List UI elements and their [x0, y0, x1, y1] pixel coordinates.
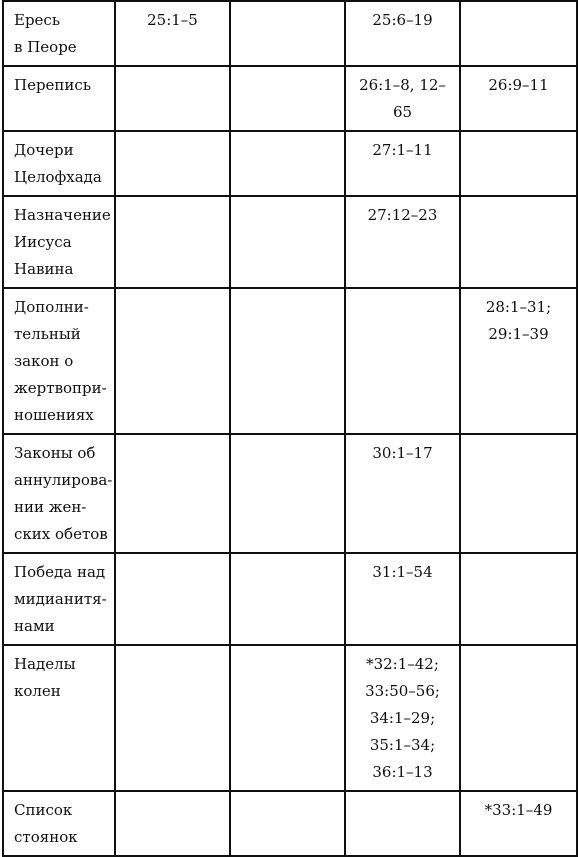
ref-cell [230, 1, 345, 66]
ref-value [231, 435, 344, 444]
ref-value [461, 554, 576, 563]
ref-value [116, 67, 229, 76]
ref-cell [460, 131, 577, 196]
ref-value: 27:12–23 [367, 206, 438, 224]
topic-label: Перепись [14, 76, 91, 94]
ref-cell [115, 288, 230, 434]
ref-cell [345, 1, 460, 66]
table-row [3, 66, 577, 131]
ref-value: 28:1–31; 29:1–39 [485, 298, 552, 343]
ref-cell [460, 645, 577, 791]
ref-cell [460, 288, 577, 434]
ref-value [116, 132, 229, 141]
ref-cell [115, 645, 230, 791]
ref-cell [115, 791, 230, 856]
ref-cell [345, 791, 460, 856]
topic-label: Наделы колен [14, 655, 76, 700]
topic-cell [3, 791, 115, 856]
ref-cell [230, 553, 345, 645]
ref-cell [115, 553, 230, 645]
ref-value [461, 132, 576, 141]
table-row [3, 791, 577, 856]
topic-label: Ересь в Пеоре [14, 11, 77, 56]
ref-cell [460, 196, 577, 288]
ref-value [116, 792, 229, 801]
ref-value [231, 289, 344, 298]
table-row [3, 434, 577, 553]
topic-label: Законы об аннулирова- нии жен- ских обетов [14, 444, 113, 543]
ref-value [116, 197, 229, 206]
ref-value: 26:1–8, 12–65 [359, 76, 446, 121]
ref-value [461, 197, 576, 206]
topic-label: Дополни- тельный закон о жертвопри- ношениях [14, 298, 107, 424]
reference-table [2, 0, 578, 857]
ref-cell [230, 791, 345, 856]
ref-cell [230, 131, 345, 196]
ref-cell [115, 66, 230, 131]
topic-cell [3, 645, 115, 791]
ref-value: 30:1–17 [372, 444, 433, 462]
ref-cell [230, 645, 345, 791]
ref-value [231, 792, 344, 801]
table-row [3, 645, 577, 791]
ref-cell [115, 1, 230, 66]
topic-cell [3, 434, 115, 553]
ref-cell [345, 645, 460, 791]
topic-cell [3, 1, 115, 66]
ref-value [231, 2, 344, 11]
ref-value: *33:1–49 [484, 801, 553, 819]
ref-cell [345, 196, 460, 288]
topic-label: Победа над мидианитя- нами [14, 563, 107, 635]
ref-value: *32:1–42; 33:50–56; 34:1–29; 35:1–34; 36:1–13 [365, 655, 440, 781]
ref-value [231, 132, 344, 141]
ref-value [231, 554, 344, 563]
topic-cell [3, 196, 115, 288]
table-row [3, 196, 577, 288]
ref-value [231, 197, 344, 206]
ref-cell [345, 434, 460, 553]
ref-cell [460, 553, 577, 645]
topic-label: Назначение Иисуса Навина [14, 206, 111, 278]
ref-value [231, 67, 344, 76]
ref-cell [345, 288, 460, 434]
ref-cell [345, 131, 460, 196]
table-row [3, 288, 577, 434]
topic-label: Список стоянок [14, 801, 78, 846]
topic-cell [3, 288, 115, 434]
ref-cell [230, 288, 345, 434]
ref-cell [115, 131, 230, 196]
ref-value [116, 554, 229, 563]
ref-value [461, 646, 576, 655]
table-row [3, 131, 577, 196]
ref-cell [345, 553, 460, 645]
topic-cell [3, 131, 115, 196]
ref-value [116, 435, 229, 444]
ref-cell [460, 434, 577, 553]
ref-cell [345, 66, 460, 131]
ref-value: 31:1–54 [372, 563, 433, 581]
ref-value [116, 289, 229, 298]
ref-cell [115, 434, 230, 553]
topic-cell [3, 553, 115, 645]
topic-label: Дочери Целофхада [14, 141, 102, 186]
ref-value: 25:1–5 [147, 11, 198, 29]
ref-value [461, 435, 576, 444]
ref-cell [230, 434, 345, 553]
ref-cell [230, 196, 345, 288]
ref-cell [460, 1, 577, 66]
ref-cell [460, 66, 577, 131]
ref-value: 26:9–11 [488, 76, 549, 94]
table-row [3, 1, 577, 66]
ref-cell [115, 196, 230, 288]
ref-cell [230, 66, 345, 131]
ref-value: 27:1–11 [372, 141, 433, 159]
topic-cell [3, 66, 115, 131]
ref-value [346, 289, 459, 298]
ref-value [346, 792, 459, 801]
ref-value: 25:6–19 [372, 11, 433, 29]
ref-cell [460, 791, 577, 856]
ref-value [461, 2, 576, 11]
ref-value [231, 646, 344, 655]
ref-value [116, 646, 229, 655]
table-row [3, 553, 577, 645]
